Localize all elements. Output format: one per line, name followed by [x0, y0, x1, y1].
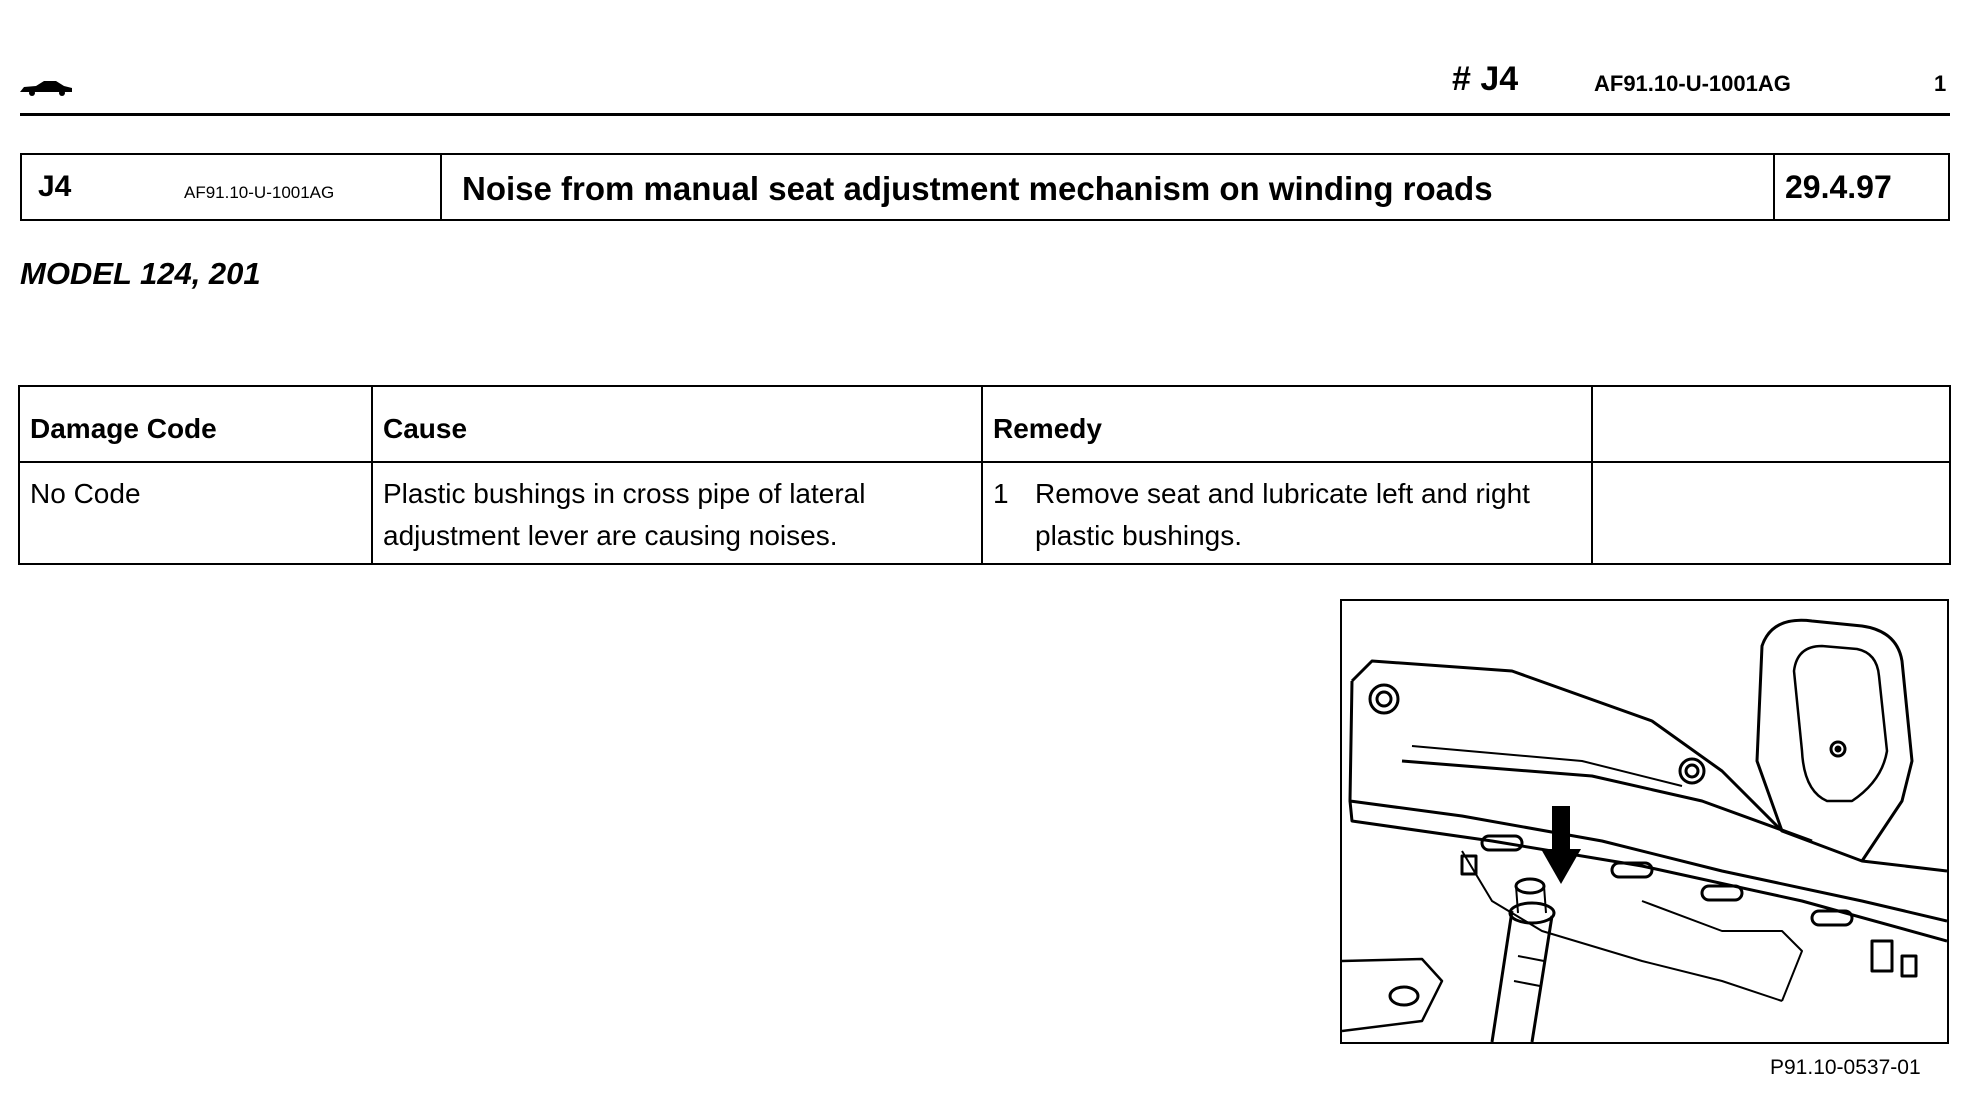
header-cause: Cause: [383, 413, 468, 444]
seat-mechanism-drawing: [1342, 601, 1947, 1042]
remedy-step-number: 1: [993, 478, 1009, 509]
figure-caption: P91.10-0537-01: [1770, 1056, 1921, 1079]
bulletin-code: # J4: [1452, 60, 1519, 98]
title-code-cell: [22, 155, 442, 219]
title-date-cell: [1775, 155, 1948, 219]
cell-cause: [373, 461, 983, 563]
header-cell-damage-code: [20, 387, 373, 461]
title-code: J4: [38, 170, 72, 203]
down-arrow-icon: [1541, 806, 1581, 884]
table-row: [20, 461, 1949, 563]
header-cell-empty: [1593, 387, 1949, 461]
bulletin-date: 29.4.97: [1785, 169, 1892, 205]
title-doc-number: AF91.10-U-1001AG: [184, 183, 335, 202]
damage-table: [18, 385, 1951, 565]
table-header-row: [20, 387, 1949, 463]
header-cell-cause: [373, 387, 983, 461]
page-number: 1: [1934, 71, 1947, 96]
model-heading: MODEL 124, 201: [20, 256, 261, 291]
car-icon: [18, 78, 74, 96]
header-cell-remedy: [983, 387, 1593, 461]
cause-value: Plastic bushings in cross pipe of lateral adjustment lever are causing noises.: [383, 478, 866, 551]
page-title: Noise from manual seat adjustment mechanism on winding roads: [462, 170, 1493, 207]
cell-remedy: [983, 461, 1593, 563]
header-remedy: Remedy: [993, 413, 1102, 444]
damage-code-value: No Code: [30, 478, 141, 509]
header-rule: [20, 113, 1950, 116]
title-box: [20, 153, 1950, 221]
header-damage-code: Damage Code: [30, 413, 217, 444]
cell-damage-code: [20, 461, 373, 563]
remedy-value: Remove seat and lubricate left and right plastic bushings.: [1035, 478, 1530, 551]
cell-empty: [1593, 461, 1949, 563]
header-doc-number: AF91.10-U-1001AG: [1594, 71, 1791, 96]
seat-mechanism-figure: [1340, 599, 1949, 1044]
title-text-cell: [442, 155, 1775, 219]
